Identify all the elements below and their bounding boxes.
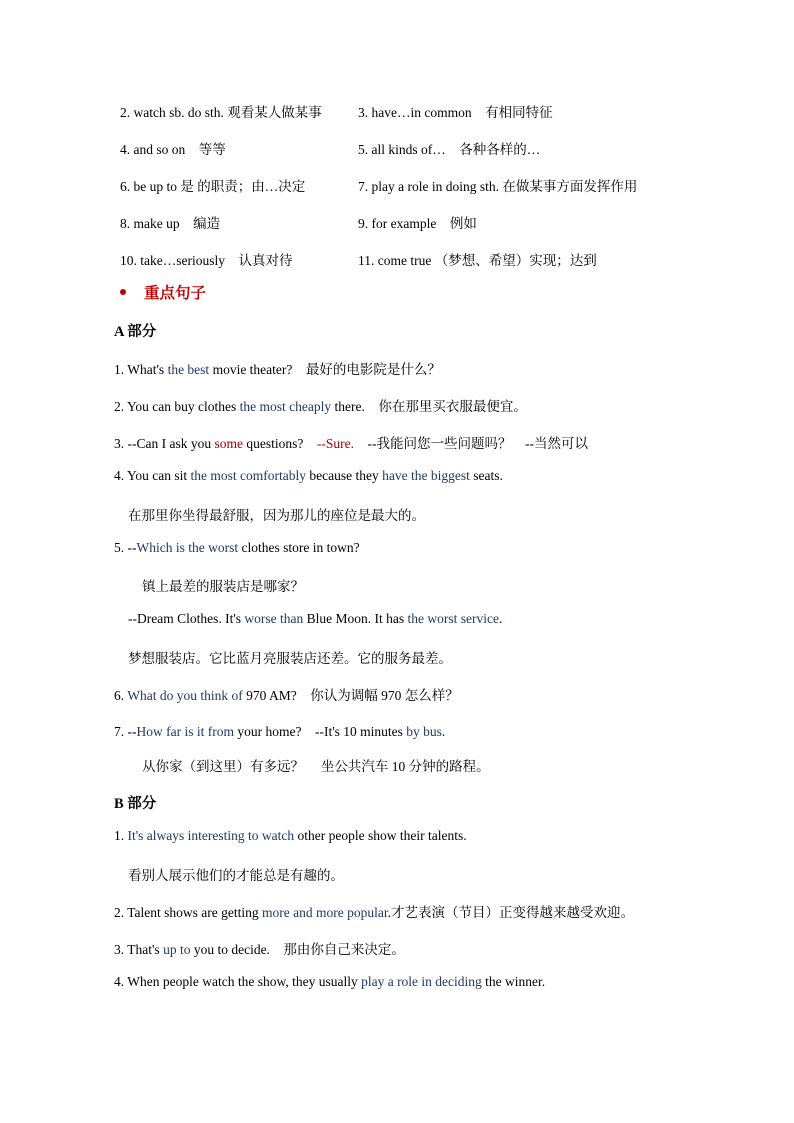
- sentence-text: .: [498, 611, 503, 626]
- sentence-a4: [114, 468, 503, 484]
- phrase-item: 11. come true （梦想、希望）实现；达到: [358, 252, 597, 268]
- phrase-row: [120, 166, 720, 203]
- sentence-text: 3. That's: [114, 942, 164, 957]
- sentence-text: you to decide. 那由你自己来决定。: [190, 942, 405, 957]
- sentence-text: 2. Talent shows are getting: [114, 905, 263, 920]
- heading-text: 重点句子: [144, 285, 207, 302]
- phrase-item: 7. play a role in doing sth. 在做某事方面发挥作用: [358, 178, 638, 194]
- sentence-b1: [114, 828, 467, 844]
- key-phrase: the worst service: [407, 611, 499, 626]
- bullet-icon: [120, 289, 126, 295]
- key-phrase: more and more popular: [262, 905, 388, 920]
- phrase-item: 9. for example 例如: [358, 215, 477, 231]
- phrase-list: [120, 92, 720, 277]
- sentence-a6: [114, 684, 459, 704]
- translation-a7: 从你家（到这里）有多远？ 坐公共汽车 10 分钟的路程。: [142, 759, 490, 774]
- key-phrase: How far is it from: [136, 724, 234, 739]
- sentence-text: clothes store in town?: [238, 540, 360, 555]
- key-phrase: the most cheaply: [239, 399, 332, 414]
- translation-a5-reply: 梦想服装店。它比蓝月亮服装店还差。它的服务最差。: [128, 651, 452, 666]
- sentence-text: 2. You can buy clothes: [114, 399, 240, 414]
- section-heading: [120, 281, 206, 303]
- translation-a5: 镇上最差的服装店是哪家？: [142, 579, 304, 594]
- key-phrase: have the biggest: [382, 468, 470, 483]
- section-b-title: B 部分: [114, 796, 157, 812]
- key-phrase: the most comfortably: [190, 468, 306, 483]
- phrase-item: 4. and so on 等等: [120, 141, 226, 157]
- key-phrase: It's always interesting to watch: [127, 828, 295, 843]
- key-phrase: What do you think of: [127, 688, 243, 703]
- sentence-text: 6.: [114, 688, 128, 703]
- phrase-row: [120, 129, 720, 166]
- sentence-b3: [114, 938, 405, 958]
- phrase-row: [120, 92, 720, 129]
- sentence-b2: [114, 901, 634, 921]
- sentence-text: other people show their talents.: [294, 828, 467, 843]
- sentence-text: --我能问您一些问题吗？ --当然可以: [353, 436, 588, 451]
- sentence-text: the winner.: [481, 974, 546, 989]
- sentence-text: 7. --: [114, 724, 137, 739]
- key-phrase: by bus: [406, 724, 442, 739]
- key-phrase: --Sure.: [316, 436, 354, 451]
- key-phrase: some: [214, 436, 243, 451]
- key-phrase: up to: [163, 942, 191, 957]
- sentence-text: because they: [306, 468, 383, 483]
- sentence-a7: [114, 720, 445, 740]
- sentence-a1: [114, 358, 441, 378]
- key-phrase: Which is the worst: [136, 540, 239, 555]
- phrase-item: 2. watch sb. do sth. 观看某人做某事: [120, 104, 322, 120]
- sentence-text: 3. --Can I ask you: [114, 436, 215, 451]
- sentence-text: 1. What's: [114, 362, 168, 377]
- sentence-text: 4. When people watch the show, they usually: [114, 974, 362, 989]
- phrase-row: [120, 240, 720, 277]
- sentence-text: --Dream Clothes. It's: [128, 611, 245, 626]
- sentence-text: seats.: [469, 468, 503, 483]
- sentence-text: 4. You can sit: [114, 468, 191, 483]
- phrase-item: 8. make up 编造: [120, 215, 221, 231]
- sentence-text: 970 AM? 你认为调幅 970 怎么样？: [242, 688, 459, 703]
- sentence-a5-reply: [128, 611, 502, 627]
- sentence-text: 5. --: [114, 540, 137, 555]
- sentence-text: .: [441, 724, 446, 739]
- phrase-item: 5. all kinds of… 各种各样的…: [358, 141, 541, 157]
- sentence-text: .才艺表演（节目）正变得越来越受欢迎。: [387, 905, 634, 920]
- section-a-title: A 部分: [114, 324, 157, 340]
- sentence-text: your home? --It's 10 minutes: [233, 724, 407, 739]
- key-phrase: the best: [167, 362, 210, 377]
- sentence-a3: [114, 432, 588, 452]
- sentence-text: 1.: [114, 828, 128, 843]
- phrase-item: 3. have…in common 有相同特征: [358, 104, 553, 120]
- sentence-a5: [114, 540, 360, 556]
- key-phrase: play a role in deciding: [361, 974, 482, 989]
- sentence-a2: [114, 395, 527, 415]
- phrase-item: 10. take…seriously 认真对待: [120, 252, 293, 268]
- sentence-text: questions?: [242, 436, 317, 451]
- sentence-text: Blue Moon. It has: [303, 611, 408, 626]
- sentence-text: movie theater? 最好的电影院是什么？: [209, 362, 441, 377]
- phrase-item: 6. be up to 是 的职责；由…决定: [120, 178, 306, 194]
- phrase-row: [120, 203, 720, 240]
- translation-a4: 在那里你坐得最舒服，因为那儿的座位是最大的。: [128, 508, 425, 523]
- translation-b1: 看别人展示他们的才能总是有趣的。: [128, 868, 344, 883]
- sentence-text: there. 你在那里买衣服最便宜。: [331, 399, 527, 414]
- sentence-b4: [114, 974, 545, 990]
- key-phrase: worse than: [244, 611, 304, 626]
